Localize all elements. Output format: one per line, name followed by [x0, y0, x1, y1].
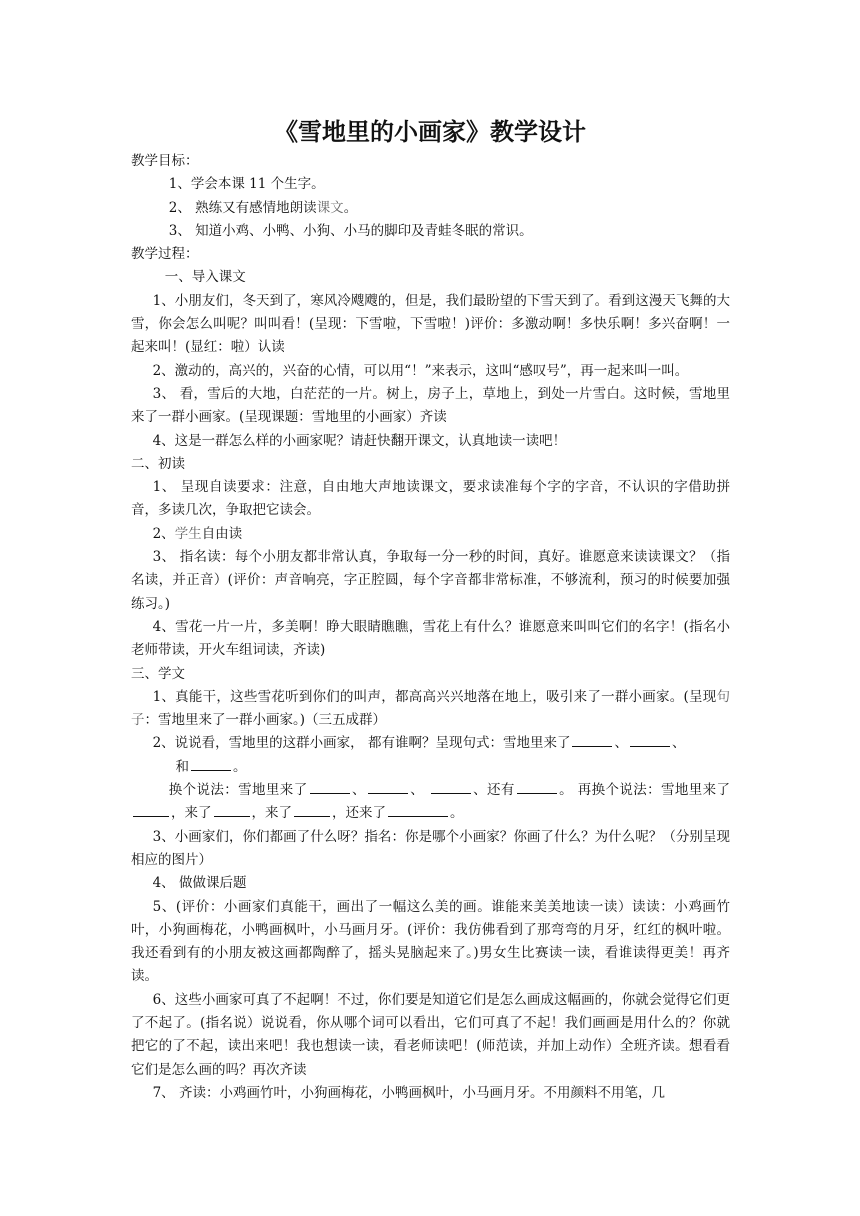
goal-item-1: 1、学会本课 11 个生字。	[168, 176, 325, 193]
process-heading: 教学过程：	[131, 246, 199, 263]
section-3-paragraph-1-text: 1、真能干，这些雪花听到你们的叫声，都高高兴兴地落在地上，吸引来了一群小画家。(呈现	[152, 688, 717, 705]
fill-blank	[310, 779, 350, 794]
fill-blank	[368, 779, 408, 794]
goal-item-2	[131, 197, 730, 220]
section-2-paragraph-1: 1、 呈现自读要求：注意，自由地大声地读课文，要求读准每个字的字音，不认识的字借助拼音，多读几次，争取把它读会。	[131, 479, 730, 519]
section-1-paragraph-2: 2、激动的，高兴的，兴奋的心情，可以用“！”来表示，这叫“感叹号”，再一起来叫一叫。	[152, 362, 689, 379]
fill-blank	[630, 732, 670, 747]
section-3-paragraph-2	[131, 732, 730, 755]
goals-heading: 教学目标：	[131, 153, 199, 169]
alternate-phrasing-text-2: 。 再换个说法：雪地里来了	[558, 782, 731, 799]
section-3-paragraph-6: 5、(评价：小画家们真能干，画出了一幅这么美的画。谁能来美美地读一读）读读：小鸡画竹叶，小狗画梅花，小鸭画枫叶，小马画月牙。(评价：我仿佛看到了那弯弯的月牙，红红的枫叶啦。我还看到有的小朋友被这画都陶醉了，摇头晃脑起来了。)男女生比赛读一读，看谁读得更美！再齐读。	[131, 898, 730, 985]
conjunction: 和	[175, 758, 190, 775]
goal-item-2-highlight: 课文	[316, 199, 344, 216]
period: 。	[233, 758, 247, 775]
goal-item-2-end: 。	[343, 199, 358, 216]
section-1-paragraph-3: 3、 看，雪后的大地，白茫茫的一片。树上，房子上，草地上，到处一片雪白。这时候，雪地里来了一群小画家。(呈现课题：雪地里的小画家）齐读	[131, 385, 730, 426]
section-2-paragraph-3: 3、 指名读：每个小朋友都非常认真，争取每一分一秒的时间，真好。谁愿意来读读课文？（指名读，并正音）(评价：声音响亮，字正腔圆，每个字音都非常标准，不够流利，预习的时候要加强练习。)	[131, 549, 730, 612]
fill-blank	[572, 732, 612, 747]
fill-blank	[214, 802, 250, 817]
section-2-paragraph-4: 4、雪花一片一片，多美啊！睁大眼睛瞧瞧，雪花上有什么？谁愿意来叫叫它们的名字！(指名小老师带读，开火车组词读，齐读)	[131, 618, 730, 659]
separator: 、	[614, 735, 628, 752]
document-body	[131, 150, 730, 1105]
separator: 、	[671, 735, 686, 752]
sentence-pattern-text: 2、说说看，雪地里的这群小画家， 都有谁啊？呈现句式：雪地里来了	[152, 735, 571, 752]
period: 。	[450, 805, 464, 822]
fill-blank	[517, 779, 557, 794]
goal-item-3: 3、 知道小鸡、小鸭、小狗、小马的脚印及青蛙冬眠的常识。	[168, 222, 533, 239]
connector-text: ，还来了	[332, 805, 386, 822]
section-3-paragraph-2-cont	[131, 756, 730, 779]
section-3-paragraph-4: 3、小画家们，你们都画了什么呀？指名：你是哪个小画家？你画了什么？为什么呢？（分别呈现相应的图片）	[131, 828, 730, 868]
section-1-paragraph-1: 1、小朋友们，冬天到了，寒风冷飕飕的，但是，我们最盼望的下雪天到了。看到这漫天飞舞的大雪，你会怎么叫呢？叫叫看！(呈现：下雪啦，下雪啦！)评价：多激动啊！多快乐啊！多兴奋啊！一起来叫！(显红：啦）认读	[131, 292, 730, 356]
connector-text: 、还有	[472, 782, 515, 799]
section-3-paragraph-8: 7、 齐读：小鸡画竹叶，小狗画梅花，小鸭画枫叶，小马画月牙。不用颜料不用笔，几	[152, 1084, 665, 1101]
separator: 、	[409, 782, 429, 799]
section-2-paragraph-2-highlight: 学生	[174, 525, 202, 542]
section-3-paragraph-1-highlight: 句子	[131, 688, 730, 729]
section-3-paragraph-3	[131, 779, 730, 826]
goal-item-2-text: 2、 熟练又有感情地朗读	[168, 199, 317, 216]
fill-blank	[388, 802, 448, 817]
section-3-paragraph-1	[131, 686, 730, 733]
section-3-paragraph-7: 6、这些小画家可真了不起啊！不过，你们要是知道它们是怎么画成这幅画的，你就会觉得它们更了不起了。(指名说）说说看，你从哪个词可以看出，它们可真了不起！我们画画是用什么的？你就把它的了不起，读出来吧！我也想读一读，看老师读吧！(师范读，并加上动作）全班齐读。想看看它们是怎么画的吗？再次齐读	[131, 991, 730, 1078]
section-2-heading: 二、初读	[131, 455, 185, 472]
alternate-phrasing-text: 换个说法：雪地里来了	[168, 782, 308, 799]
section-1-heading: 一、导入课文	[164, 269, 246, 286]
fill-blank	[133, 802, 169, 817]
section-3-paragraph-5: 4、 做做课后题	[152, 875, 247, 892]
section-3-heading: 三、学文	[131, 665, 185, 682]
section-3-paragraph-1-end: ：雪地里来了一群小画家。)（三五成群）	[144, 712, 387, 729]
connector-text: ，来了	[171, 805, 212, 822]
connector-text: ，来了	[251, 805, 292, 822]
document-title: 《雪地里的小画家》教学设计	[274, 118, 586, 146]
section-2-paragraph-2-text: 自由读	[201, 525, 243, 542]
fill-blank	[431, 779, 471, 794]
section-2-paragraph-2	[131, 523, 730, 546]
fill-blank	[191, 756, 231, 771]
section-1-paragraph-4: 4、这是一群怎么样的小画家呢？请赶快翻开课文，认真地读一读吧！	[152, 432, 567, 449]
fill-blank	[294, 802, 330, 817]
section-2-paragraph-2-num: 2、	[152, 525, 175, 542]
separator: 、	[351, 782, 366, 799]
